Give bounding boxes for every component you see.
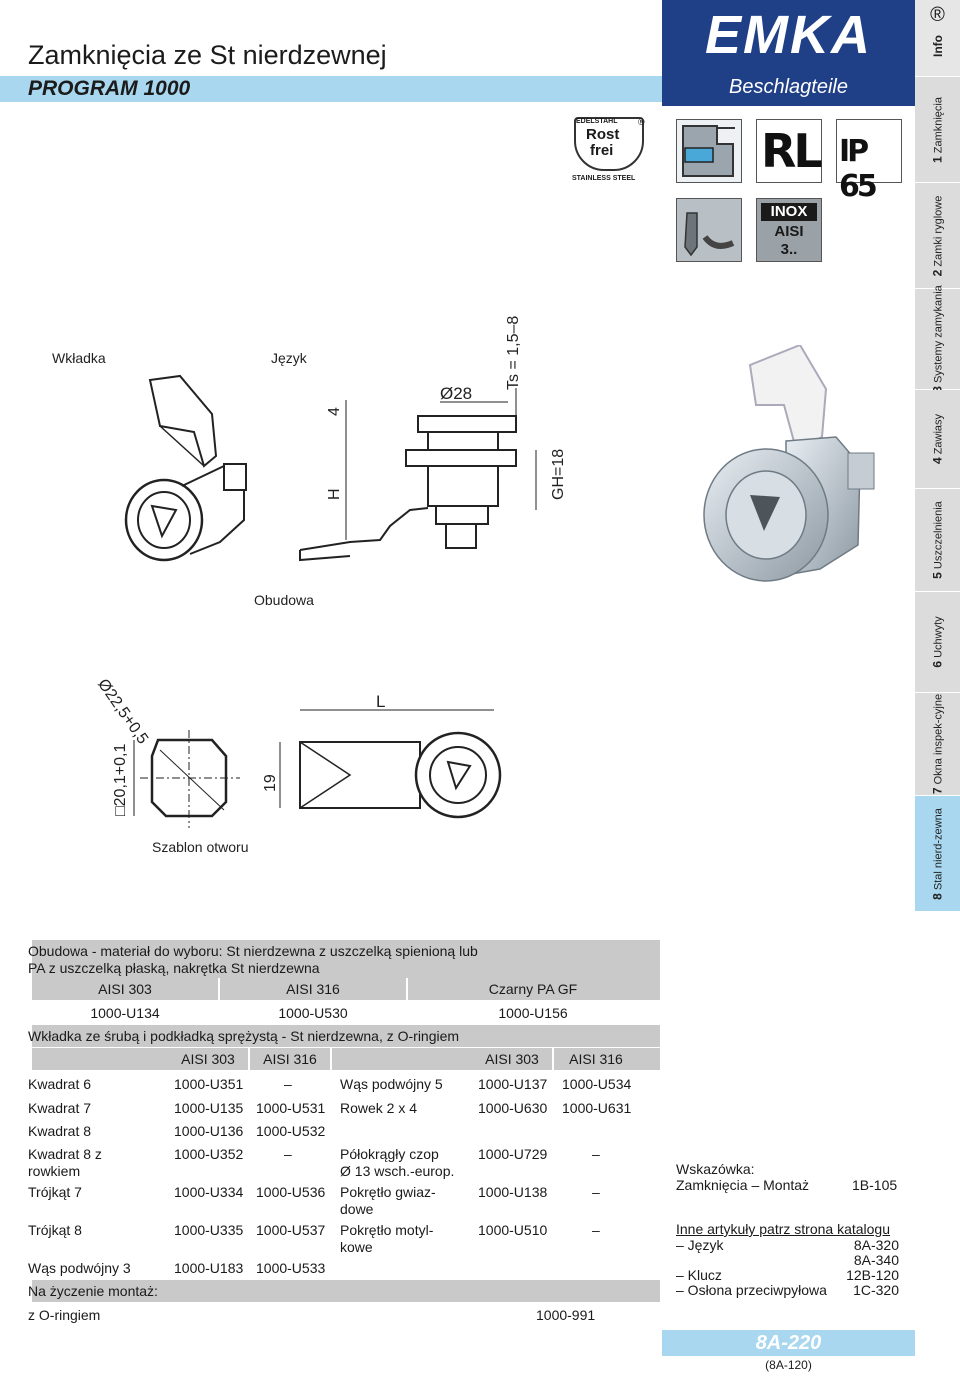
sidebar-item-label: Okna inspek-cyjne bbox=[932, 693, 944, 785]
table-cell: 1000-U532 bbox=[256, 1123, 326, 1139]
logo-brand: EMKA bbox=[705, 5, 872, 65]
table-cell: 1000-U134 bbox=[32, 1002, 220, 1024]
table-cell: dowe bbox=[340, 1201, 374, 1217]
ip-text: IP 65 bbox=[839, 134, 875, 204]
table-cell: Pokrętło motyl- bbox=[340, 1222, 434, 1238]
page-ref: (8A-120) bbox=[765, 1358, 812, 1372]
registered-icon: ® bbox=[638, 117, 645, 127]
other-article-label[interactable]: – Osłona przeciwpyłowa bbox=[676, 1282, 827, 1298]
side-view-drawing bbox=[290, 330, 580, 580]
table-cell: Kwadrat 8 bbox=[28, 1123, 92, 1139]
rostfrei-main2: frei bbox=[590, 142, 614, 159]
sidebar-item-num: 5 bbox=[930, 572, 944, 579]
logo-tagline: Beschlagteile bbox=[729, 76, 848, 98]
sidebar-item-label: Zamknięcia bbox=[932, 96, 944, 153]
table-cell: 1000-U138 bbox=[478, 1184, 548, 1200]
sidebar-item-zamki-ryglowe[interactable] bbox=[915, 183, 960, 289]
table-cell: Wąs podwójny 5 bbox=[340, 1076, 443, 1092]
table-cell: 1000-U630 bbox=[478, 1100, 548, 1116]
label-wkladka: Wkładka bbox=[52, 350, 106, 366]
top-view-drawing bbox=[270, 690, 520, 825]
table-cell: 1000-U335 bbox=[174, 1222, 244, 1238]
table-cell: Trójkąt 7 bbox=[28, 1184, 82, 1200]
other-article-ref[interactable]: 12B-120 bbox=[846, 1267, 899, 1283]
other-article-label[interactable]: – Klucz bbox=[676, 1267, 722, 1283]
rostfrei-top-text: EDELSTAHL bbox=[576, 118, 618, 125]
profile-diagram bbox=[677, 120, 741, 182]
sidebar-item-uszczelnienia[interactable] bbox=[915, 489, 960, 592]
dim-19: 19 bbox=[262, 774, 279, 792]
sidebar-item-num: 4 bbox=[930, 457, 944, 465]
sidebar-item-label: Uchwyty bbox=[932, 616, 944, 658]
col-header: AISI 303 bbox=[32, 978, 220, 1000]
page-title: Zamknięcia ze St nierdzewnej bbox=[28, 40, 387, 70]
sidebar-item-num: 8 bbox=[930, 892, 944, 900]
rostfrei-badge bbox=[572, 117, 648, 187]
sidebar-item-num: 1 bbox=[930, 155, 944, 163]
sidebar-item-label: Zamki ryglowe bbox=[932, 195, 944, 267]
table-cell: 1000-U334 bbox=[174, 1184, 244, 1200]
dim-4: 4 bbox=[326, 407, 343, 416]
dim-ts: Ts = 1,5–8 bbox=[505, 315, 522, 390]
table-cell: 1000-U729 bbox=[478, 1146, 548, 1162]
housing-value-row bbox=[32, 1002, 660, 1024]
table-row bbox=[28, 1217, 660, 1255]
registered-mark: ® bbox=[930, 4, 945, 26]
table-cell: – bbox=[592, 1222, 600, 1238]
table-cell: kowe bbox=[340, 1239, 373, 1255]
table-cell: 1000-U631 bbox=[562, 1100, 632, 1116]
table-cell: 1000-U136 bbox=[174, 1123, 244, 1139]
slot-diagram bbox=[677, 199, 741, 261]
table-cell: 1000-U135 bbox=[174, 1100, 244, 1116]
sidebar-item-num: 6 bbox=[930, 660, 944, 668]
table-cell: Półokrągły czop bbox=[340, 1146, 439, 1162]
table-cell: 1000-U536 bbox=[256, 1184, 326, 1200]
assembly-row bbox=[28, 1304, 660, 1326]
table-row bbox=[28, 1179, 660, 1217]
hint-title: Wskazówka: bbox=[676, 1161, 755, 1177]
slot-icon bbox=[676, 198, 742, 262]
inox-text: INOX bbox=[761, 203, 817, 221]
table-row bbox=[28, 1071, 660, 1095]
sidebar-item-label: Uszczelnienia bbox=[932, 501, 944, 570]
col-header: Czarny PA GF bbox=[488, 981, 578, 997]
table-cell: – bbox=[284, 1076, 292, 1092]
table-cell: 1000-U534 bbox=[562, 1076, 632, 1092]
housing-title-row bbox=[28, 940, 660, 978]
housing-title-2: PA z uszczelką płaską, nakrętka St nierdzewna bbox=[28, 960, 320, 976]
other-article-label[interactable]: – Język bbox=[676, 1237, 724, 1253]
sidebar-item-zawiasy[interactable] bbox=[915, 390, 960, 489]
table-cell: – bbox=[284, 1146, 292, 1162]
assembly-label: z O-ringiem bbox=[28, 1307, 101, 1323]
table-cell: Trójkąt 8 bbox=[28, 1222, 82, 1238]
dim-hole-diameter: Ø22,5+0,5 bbox=[94, 676, 152, 748]
other-article-ref[interactable]: 8A-340 bbox=[853, 1252, 899, 1268]
sidebar-item-label: Systemy zamykania bbox=[932, 285, 944, 384]
table-cell: – bbox=[592, 1146, 600, 1162]
aisi-text: AISI bbox=[774, 223, 804, 240]
housing-title-1: Obudowa - materiał do wyboru: St nierdzewna z uszczelką spienioną lub bbox=[28, 943, 478, 959]
table-cell: 1000-U183 bbox=[174, 1260, 244, 1276]
sidebar-item-info[interactable] bbox=[915, 0, 960, 77]
rl-text: RL bbox=[761, 124, 820, 178]
sidebar-item-label: Zawiasy bbox=[932, 413, 944, 455]
table-cell: rowkiem bbox=[28, 1163, 81, 1179]
table-cell: – bbox=[592, 1184, 600, 1200]
inox-badge bbox=[756, 198, 822, 262]
sidebar-item-num: 7 bbox=[930, 787, 944, 795]
table-cell: Ø 13 wsch.-europ. bbox=[340, 1163, 455, 1179]
col-header: AISI 316 bbox=[220, 978, 408, 1000]
ip65-badge bbox=[836, 119, 902, 204]
table-cell: 1000-U352 bbox=[174, 1146, 244, 1162]
dim-gh: GH=18 bbox=[550, 448, 567, 500]
sidebar-item-zamkniecia[interactable] bbox=[915, 77, 960, 183]
table-cell: Rowek 2 x 4 bbox=[340, 1100, 418, 1116]
table-cell: 1000-U537 bbox=[256, 1222, 326, 1238]
table-cell: Kwadrat 6 bbox=[28, 1076, 92, 1092]
table-row bbox=[28, 1118, 660, 1142]
other-title: Inne artykuły patrz strona katalogu bbox=[676, 1221, 891, 1237]
col-header: AISI 316 bbox=[569, 1051, 623, 1067]
rl-badge bbox=[756, 119, 822, 183]
other-article-ref[interactable]: 8A-320 bbox=[853, 1237, 899, 1253]
table-cell: Pokrętło gwiaz- bbox=[340, 1184, 436, 1200]
sidebar-item-stal[interactable] bbox=[915, 796, 960, 912]
insert-header-row bbox=[32, 1048, 660, 1070]
housing-header-row bbox=[32, 978, 660, 1000]
lock-render-image bbox=[690, 345, 900, 595]
col-header: AISI 316 bbox=[250, 1048, 332, 1070]
table-cell: Wąs podwójny 3 bbox=[28, 1260, 131, 1276]
sidebar-item-label: Info bbox=[930, 34, 945, 57]
table-row bbox=[28, 1141, 660, 1179]
hint-label[interactable]: Zamknięcia – Montaż bbox=[676, 1177, 810, 1193]
emka-logo bbox=[662, 0, 915, 106]
table-cell: 1000-U531 bbox=[256, 1100, 326, 1116]
chapter-sidebar bbox=[915, 0, 960, 1384]
sidebar-item-label: Stal nierd-zewna bbox=[932, 807, 944, 890]
table-row bbox=[28, 1095, 660, 1119]
mounting-icon bbox=[676, 119, 742, 183]
table-cell: 1000-U533 bbox=[256, 1260, 326, 1276]
sidebar-item-okna[interactable] bbox=[915, 693, 960, 796]
aisi-num-text: 3.. bbox=[780, 241, 798, 258]
label-szablon: Szablon otworu bbox=[152, 839, 249, 855]
dim-h: H bbox=[326, 488, 343, 500]
table-row bbox=[28, 1255, 660, 1279]
rostfrei-bottom-text: STAINLESS STEEL bbox=[572, 175, 636, 182]
hint-ref[interactable]: 1B-105 bbox=[852, 1177, 898, 1193]
col-header: AISI 303 bbox=[472, 1048, 554, 1070]
col-header: AISI 303 bbox=[168, 1048, 250, 1070]
label-jezyk: Język bbox=[271, 350, 307, 366]
page-subtitle: PROGRAM 1000 bbox=[28, 77, 191, 100]
table-cell: 1000-U530 bbox=[220, 1002, 408, 1024]
table-cell: 1000-U156 bbox=[498, 1005, 568, 1021]
sidebar-item-uchwyty[interactable] bbox=[915, 592, 960, 693]
sidebar-item-num: 2 bbox=[930, 269, 944, 276]
dim-diameter: Ø28 bbox=[440, 384, 473, 403]
table-cell: Kwadrat 7 bbox=[28, 1100, 92, 1116]
page-number: 8A-220 bbox=[755, 1332, 822, 1354]
table-cell: 1000-U351 bbox=[174, 1076, 244, 1092]
assembly-title: Na życzenie montaż: bbox=[28, 1283, 158, 1299]
sidebar-item-systemy[interactable] bbox=[915, 285, 960, 390]
lock-perspective-drawing bbox=[120, 370, 270, 580]
table-cell: 1000-U137 bbox=[478, 1076, 548, 1092]
insert-title-row bbox=[28, 1025, 660, 1047]
dim-l: L bbox=[376, 692, 386, 711]
assembly-value: 1000-991 bbox=[536, 1307, 596, 1323]
table-cell: 1000-U510 bbox=[478, 1222, 548, 1238]
table-cell: Kwadrat 8 z bbox=[28, 1146, 102, 1162]
label-obudowa: Obudowa bbox=[254, 592, 314, 608]
other-article-ref[interactable]: 1C-320 bbox=[853, 1282, 899, 1298]
dim-square: □20,1+0,1 bbox=[112, 743, 129, 816]
rostfrei-main1: Rost bbox=[586, 126, 620, 143]
assembly-title-row bbox=[28, 1280, 660, 1302]
insert-title: Wkładka ze śrubą i podkładką sprężystą - St nierdzewna, z O-ringiem bbox=[28, 1028, 460, 1044]
